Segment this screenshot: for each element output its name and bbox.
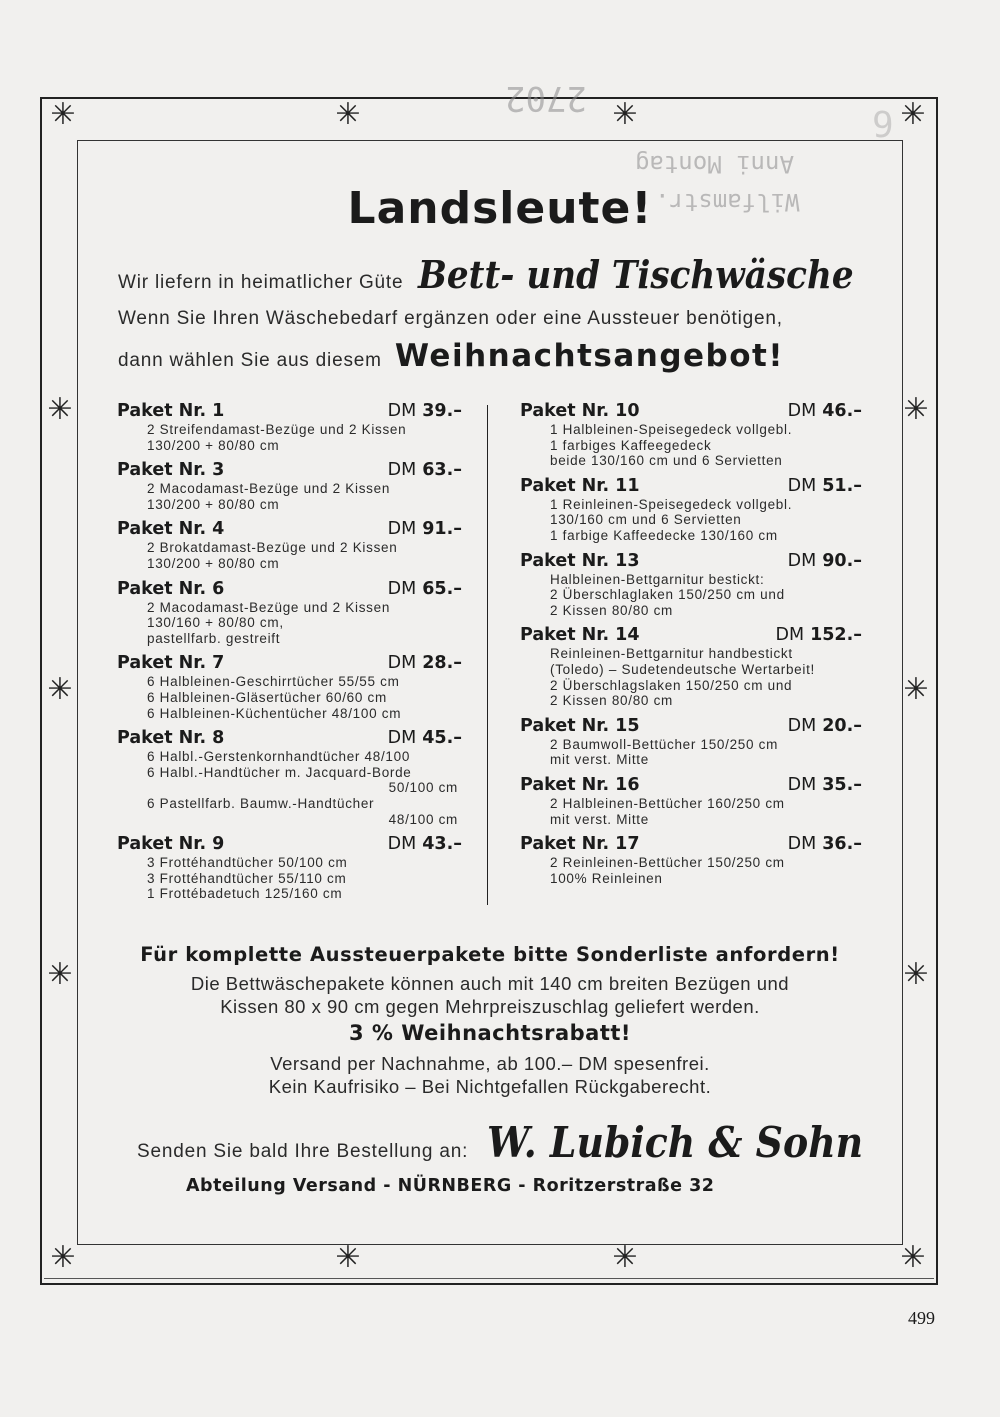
package-header bbox=[520, 833, 862, 855]
package-detail-line: 2 Halbleinen-Bettücher 160/250 cm bbox=[550, 795, 785, 811]
product-script-title: Bett- und Tischwäsche bbox=[418, 252, 855, 297]
price-value: 36.– bbox=[822, 834, 862, 855]
package-detail-line: 2 Kissen 80/80 cm bbox=[550, 602, 673, 618]
price-currency: DM bbox=[387, 653, 417, 674]
package-header bbox=[520, 475, 862, 497]
package-detail-line: 130/160 + 80/80 cm, bbox=[147, 615, 284, 631]
package-entry bbox=[117, 459, 462, 512]
package-name: Paket Nr. 3 bbox=[117, 460, 225, 481]
price-value: 90.– bbox=[822, 550, 862, 571]
package-entry bbox=[520, 624, 862, 708]
bottom-headline: Für komplette Aussteuerpakete bitte Sonderliste anfordern! bbox=[140, 943, 840, 966]
price-value: 45.– bbox=[422, 728, 462, 749]
price-currency: DM bbox=[787, 401, 817, 421]
intro-line-2: Wenn Sie Ihren Wäschebedarf ergänzen oder eine Aussteuer benötigen, bbox=[118, 308, 783, 329]
package-detail-line: 2 Brokatdamast-Bezüge und 2 Kissen bbox=[147, 540, 398, 556]
package-detail-line: mit verst. Mitte bbox=[550, 752, 649, 768]
package-detail-line: 1 Reinleinen-Speisegedeck vollgebl. bbox=[550, 496, 793, 512]
shipping-line-2: Kein Kaufrisiko – Bei Nichtgefallen Rückgaberecht. bbox=[268, 1076, 712, 1097]
package-entry bbox=[117, 833, 462, 902]
price-currency: DM bbox=[787, 774, 817, 795]
package-price bbox=[388, 400, 462, 422]
package-name: Paket Nr. 15 bbox=[520, 715, 640, 736]
package-entry bbox=[520, 774, 862, 827]
order-prefix: Senden Sie bald Ihre Bestellung an: bbox=[137, 1141, 469, 1162]
company-address: Abteilung Versand - NÜRNBERG - Roritzerstraße 32 bbox=[186, 1176, 715, 1196]
package-price bbox=[388, 652, 462, 674]
intro-line-3-prefix: dann wählen Sie aus diesem bbox=[118, 350, 382, 371]
package-detail-line: 6 Halbleinen-Küchentücher 48/100 cm bbox=[147, 705, 402, 721]
package-name: Paket Nr. 16 bbox=[520, 774, 640, 795]
package-entry bbox=[117, 518, 462, 571]
star-ornament-icon: ✳ bbox=[612, 1240, 638, 1275]
package-price bbox=[788, 774, 862, 796]
package-detail-line: 2 Streifendamast-Bezüge und 2 Kissen bbox=[147, 422, 407, 437]
package-header bbox=[117, 578, 462, 600]
package-detail-line: Reinleinen-Bettgarnitur handbestickt bbox=[550, 646, 793, 662]
star-ornament-icon: ✳ bbox=[612, 97, 638, 132]
star-ornament-icon: ✳ bbox=[335, 97, 361, 132]
intro-line-1 bbox=[118, 252, 902, 297]
package-entry bbox=[520, 550, 862, 619]
package-list-right bbox=[520, 400, 862, 892]
price-currency: DM bbox=[787, 550, 817, 571]
star-ornament-icon: ✳ bbox=[903, 672, 929, 707]
package-price bbox=[788, 715, 862, 737]
package-detail-line: 6 Halbl.-Handtücher m. Jacquard-Borde bbox=[147, 764, 412, 780]
package-detail-line: 1 Frottébadetuch 125/160 cm bbox=[147, 886, 343, 902]
stamp-street-line: Wilfamstr. bbox=[655, 188, 800, 216]
price-value: 28.– bbox=[422, 653, 462, 674]
star-ornament-icon: ✳ bbox=[335, 1240, 361, 1275]
column-divider bbox=[487, 405, 488, 905]
stamp-number: 2702 bbox=[505, 78, 587, 118]
price-currency: DM bbox=[787, 475, 817, 496]
package-detail-line: 2 Baumwoll-Bettücher 150/250 cm bbox=[550, 736, 779, 752]
price-currency: DM bbox=[787, 715, 817, 736]
package-detail-line: 2 Kissen 80/80 cm bbox=[550, 693, 673, 709]
package-name: Paket Nr. 11 bbox=[520, 475, 640, 496]
intro-prefix: Wir liefern in heimatlicher Güte bbox=[118, 272, 404, 293]
package-detail-line: 2 Überschlaglaken 150/250 cm und bbox=[550, 587, 785, 603]
package-detail-line: 6 Halbleinen-Geschirrtücher 55/55 cm bbox=[147, 674, 400, 690]
company-name: W. Lubich & Sohn bbox=[487, 1118, 864, 1167]
package-detail-line: pastellfarb. gestreift bbox=[147, 630, 281, 646]
package-detail-line: 1 farbige Kaffeedecke 130/160 cm bbox=[550, 527, 778, 543]
package-detail-line: 2 Reinleinen-Bettücher 150/250 cm bbox=[550, 855, 785, 871]
package-detail-line: 130/200 + 80/80 cm bbox=[147, 496, 280, 512]
package-detail-line: beide 130/160 cm und 6 Servietten bbox=[550, 453, 783, 469]
price-currency: DM bbox=[387, 834, 417, 855]
star-ornament-icon: ✳ bbox=[47, 957, 73, 992]
package-name: Paket Nr. 7 bbox=[117, 653, 225, 674]
package-name: Paket Nr. 17 bbox=[520, 834, 640, 855]
package-detail-line: 2 Macodamast-Bezüge und 2 Kissen bbox=[147, 599, 391, 615]
order-line bbox=[137, 1118, 905, 1167]
bottom-info-line-1: Die Bettwäschepakete können auch mit 140 cm breiten Bezügen und bbox=[190, 973, 790, 994]
shipping-line-1: Versand per Nachnahme, ab 100.– DM spesenfrei. bbox=[270, 1053, 710, 1074]
price-currency: DM bbox=[387, 460, 417, 481]
price-value: 39.– bbox=[422, 401, 462, 421]
package-name: Paket Nr. 10 bbox=[520, 401, 640, 421]
package-name: Paket Nr. 13 bbox=[520, 550, 640, 571]
package-header bbox=[117, 833, 462, 855]
package-header bbox=[117, 518, 462, 540]
package-detail-line: 130/200 + 80/80 cm bbox=[147, 437, 280, 453]
package-detail-line: 3 Frottéhandtücher 50/100 cm bbox=[147, 855, 348, 871]
price-value: 51.– bbox=[822, 475, 862, 496]
package-detail-line: 130/160 cm und 6 Servietten bbox=[550, 512, 742, 528]
star-ornament-icon: ✳ bbox=[900, 1240, 926, 1275]
star-ornament-icon: ✳ bbox=[903, 957, 929, 992]
package-entry bbox=[117, 727, 462, 827]
star-ornament-icon: ✳ bbox=[47, 392, 73, 427]
package-price bbox=[788, 833, 862, 855]
package-detail-line: 3 Frottéhandtücher 55/110 cm bbox=[147, 870, 347, 886]
package-header bbox=[520, 550, 862, 572]
package-detail-line: 2 Macodamast-Bezüge und 2 Kissen bbox=[147, 481, 391, 497]
package-price bbox=[788, 475, 862, 497]
package-name: Paket Nr. 8 bbox=[117, 728, 225, 749]
package-price bbox=[788, 400, 862, 422]
package-header bbox=[117, 727, 462, 749]
star-ornament-icon: ✳ bbox=[47, 672, 73, 707]
package-name: Paket Nr. 1 bbox=[117, 401, 225, 421]
christmas-offer-title: Weihnachtsangebot! bbox=[394, 338, 785, 374]
package-detail-line: 48/100 cm bbox=[388, 811, 458, 827]
package-name: Paket Nr. 14 bbox=[520, 625, 640, 646]
package-price bbox=[788, 550, 862, 572]
stamp-name-line: Anni Montag bbox=[635, 150, 794, 178]
package-detail-line: Halbleinen-Bettgarnitur bestickt: bbox=[550, 571, 765, 587]
package-header bbox=[117, 652, 462, 674]
price-currency: DM bbox=[387, 401, 417, 421]
price-value: 152.– bbox=[810, 625, 862, 646]
price-value: 65.– bbox=[422, 578, 462, 599]
star-ornament-icon: ✳ bbox=[50, 1240, 76, 1275]
price-value: 43.– bbox=[422, 834, 462, 855]
package-name: Paket Nr. 9 bbox=[117, 834, 225, 855]
package-detail-line: 6 Halbl.-Gerstenkornhandtücher 48/100 bbox=[147, 749, 411, 765]
price-value: 20.– bbox=[822, 715, 862, 736]
package-detail-line: 6 Pastellfarb. Baumw.-Handtücher bbox=[147, 795, 375, 811]
page-number: 499 bbox=[908, 1308, 935, 1328]
package-detail-line: 1 farbiges Kaffeegedeck bbox=[550, 437, 712, 453]
package-entry bbox=[520, 400, 862, 469]
package-header bbox=[520, 400, 862, 422]
package-price bbox=[388, 833, 462, 855]
package-header bbox=[520, 715, 862, 737]
bottom-info-line-2: Kissen 80 x 90 cm gegen Mehrpreiszuschlag geliefert werden. bbox=[220, 996, 760, 1017]
package-entry bbox=[117, 400, 462, 453]
package-header bbox=[117, 459, 462, 481]
package-detail-line: 2 Überschlagslaken 150/250 cm und bbox=[550, 677, 793, 693]
package-list-left bbox=[117, 400, 462, 908]
package-price bbox=[388, 727, 462, 749]
star-ornament-icon: ✳ bbox=[50, 97, 76, 132]
price-value: 91.– bbox=[422, 519, 462, 540]
price-currency: DM bbox=[387, 519, 417, 540]
package-header bbox=[520, 774, 862, 796]
package-detail-line: (Toledo) – Sudetendeutsche Wertarbeit! bbox=[550, 661, 815, 677]
package-detail-line: 6 Halbleinen-Gläsertücher 60/60 cm bbox=[147, 689, 387, 705]
price-value: 35.– bbox=[822, 774, 862, 795]
package-price bbox=[388, 518, 462, 540]
star-ornament-icon: ✳ bbox=[900, 97, 926, 132]
package-name: Paket Nr. 6 bbox=[117, 578, 225, 599]
package-detail-line: 50/100 cm bbox=[388, 780, 458, 796]
discount-title: 3 % Weihnachtsrabatt! bbox=[348, 1021, 632, 1045]
package-entry bbox=[117, 578, 462, 647]
price-currency: DM bbox=[387, 578, 417, 599]
price-value: 46.– bbox=[822, 401, 862, 421]
package-detail-line: 130/200 + 80/80 cm bbox=[147, 555, 280, 571]
intro-line-3 bbox=[118, 338, 784, 374]
package-detail-line: 100% Reinleinen bbox=[550, 870, 663, 886]
package-detail-line: 1 Halbleinen-Speisegedeck vollgebl. bbox=[550, 422, 793, 437]
package-header bbox=[520, 624, 862, 646]
price-currency: DM bbox=[387, 728, 417, 749]
package-header bbox=[117, 400, 462, 422]
price-currency: DM bbox=[775, 625, 805, 646]
package-price bbox=[775, 624, 862, 646]
stamp-side-mark: 9 bbox=[872, 105, 894, 146]
price-value: 63.– bbox=[422, 460, 462, 481]
page-headline: Landsleute! bbox=[347, 183, 653, 234]
package-entry bbox=[520, 833, 862, 886]
package-entry bbox=[520, 715, 862, 768]
price-currency: DM bbox=[787, 834, 817, 855]
package-entry bbox=[520, 475, 862, 544]
package-entry bbox=[117, 652, 462, 721]
package-name: Paket Nr. 4 bbox=[117, 519, 225, 540]
package-price bbox=[388, 459, 462, 481]
star-ornament-icon: ✳ bbox=[903, 392, 929, 427]
package-detail-line: mit verst. Mitte bbox=[550, 811, 649, 827]
package-price bbox=[388, 578, 462, 600]
